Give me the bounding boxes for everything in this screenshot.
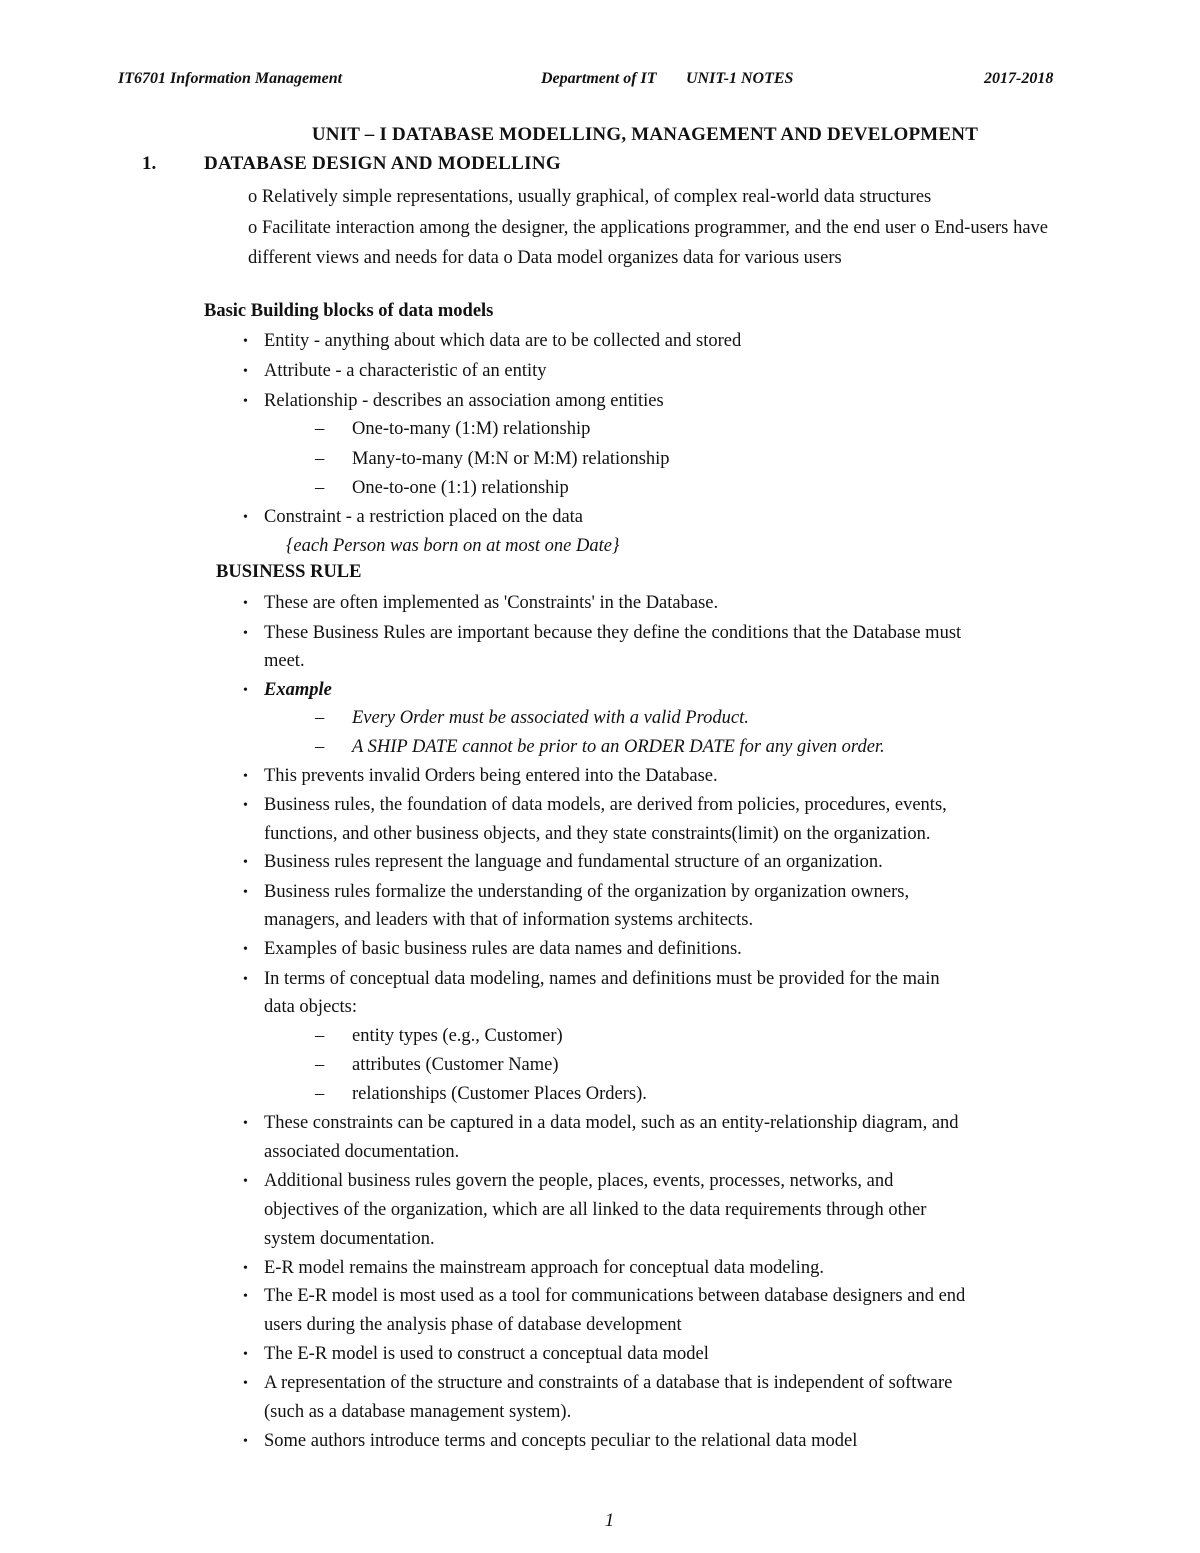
list-item-text: Business rules represent the language and fundamental structure of an organization. <box>264 852 883 872</box>
dash-icon: – <box>315 478 325 498</box>
intro-line: o Facilitate interaction among the designer, the applications programmer, and the end user o End-users have different views and needs for data o Data model organizes data for various users <box>248 217 1048 268</box>
list-item-text: Entity - anything about which data are to be collected and stored <box>264 331 742 351</box>
constraint-example: {each Person was born on at most one Date} <box>286 536 620 556</box>
list-item-continuation: meet. <box>264 651 305 671</box>
list-item-text: Constraint - a restriction placed on the data <box>264 507 584 527</box>
list-item-text: A representation of the structure and constraints of a database that is independent of software <box>264 1373 953 1393</box>
example-label: Example <box>264 680 332 700</box>
list-item <box>243 965 1089 994</box>
list-item-text: These are often implemented as 'Constraints' in the Database. <box>264 593 719 613</box>
bullet-icon: • <box>243 769 248 784</box>
list-item <box>243 1167 1089 1196</box>
list-item <box>243 1340 1089 1369</box>
list-item-text: This prevents invalid Orders being entered into the Database. <box>264 766 718 786</box>
sub-list-item: entity types (e.g., Customer) <box>352 1026 563 1046</box>
list-item <box>243 1427 1089 1456</box>
intro-line: o Relatively simple representations, usually graphical, of complex real-world data structures <box>248 187 932 207</box>
intro-paragraph <box>248 182 1048 274</box>
bullet-icon: • <box>243 885 248 900</box>
dash-icon: – <box>315 1055 325 1075</box>
list-item-text: In terms of conceptual data modeling, names and definitions must be provided for the main <box>264 969 940 989</box>
bullet-icon: • <box>243 798 248 813</box>
list-item-continuation: (such as a database management system). <box>264 1402 572 1422</box>
header-course: IT6701 Information Management <box>118 70 343 87</box>
sub-list-item: attributes (Customer Name) <box>352 1055 559 1075</box>
list-item-continuation: managers, and leaders with that of information systems architects. <box>264 910 754 930</box>
bullet-icon: • <box>243 855 248 870</box>
list-item-continuation: functions, and other business objects, and they state constraints(limit) on the organization. <box>264 824 931 844</box>
list-item-continuation: objectives of the organization, which are all linked to the data requirements through other <box>264 1200 927 1220</box>
bullet-icon: • <box>243 683 248 698</box>
list-item-text: The E-R model is used to construct a conceptual data model <box>264 1344 709 1364</box>
list-item <box>243 878 1089 907</box>
list-item <box>243 935 1089 964</box>
list-item-text: These Business Rules are important because they define the conditions that the Database must <box>264 623 962 643</box>
list-item-text: Some authors introduce terms and concepts peculiar to the relational data model <box>264 1431 858 1451</box>
header-unit: UNIT-1 NOTES <box>686 70 794 87</box>
sub-list-item: One-to-many (1:M) relationship <box>352 419 591 439</box>
page-title: UNIT – I DATABASE MODELLING, MANAGEMENT AND DEVELOPMENT <box>311 124 979 145</box>
section-number: 1. <box>142 153 157 174</box>
list-item-continuation: associated documentation. <box>264 1142 460 1162</box>
bullet-icon: • <box>243 1434 248 1449</box>
bullet-icon: • <box>243 334 248 349</box>
list-item <box>243 848 1089 877</box>
dash-icon: – <box>315 1026 325 1046</box>
dash-icon: – <box>315 737 325 757</box>
bullet-icon: • <box>243 394 248 409</box>
list-item-text: These constraints can be captured in a data model, such as an entity-relationship diagram, and <box>264 1113 959 1133</box>
example-item: Every Order must be associated with a valid Product. <box>352 708 749 728</box>
bullet-icon: • <box>243 1347 248 1362</box>
bullet-icon: • <box>243 626 248 641</box>
dash-icon: – <box>315 1084 325 1104</box>
list-item <box>243 357 1089 386</box>
list-item <box>243 1254 1089 1283</box>
list-item <box>243 791 1089 820</box>
business-rule-heading: BUSINESS RULE <box>216 562 362 582</box>
header-department: Department of IT <box>541 70 657 87</box>
bullet-icon: • <box>243 1289 248 1304</box>
page-number: 1 <box>604 1510 615 1531</box>
list-item-continuation: system documentation. <box>264 1229 435 1249</box>
dash-icon: – <box>315 449 325 469</box>
example-item: A SHIP DATE cannot be prior to an ORDER DATE for any given order. <box>352 737 885 757</box>
section-title: DATABASE DESIGN AND MODELLING <box>204 153 561 174</box>
bullet-icon: • <box>243 596 248 611</box>
building-blocks-heading: Basic Building blocks of data models <box>204 301 494 321</box>
list-item-text: The E-R model is most used as a tool for communications between database designers and end <box>264 1286 966 1306</box>
list-item <box>243 387 1089 416</box>
list-item-text: Business rules, the foundation of data models, are derived from policies, procedures, events, <box>264 795 947 815</box>
sub-list-item: Many-to-many (M:N or M:M) relationship <box>352 449 670 469</box>
bullet-icon: • <box>243 364 248 379</box>
list-item-text: Additional business rules govern the people, places, events, processes, networks, and <box>264 1171 894 1191</box>
bullet-icon: • <box>243 1116 248 1131</box>
list-item <box>243 1282 1089 1311</box>
bullet-icon: • <box>243 510 248 525</box>
bullet-icon: • <box>243 1261 248 1276</box>
list-item-text: Relationship - describes an association among entities <box>264 391 664 411</box>
list-item <box>243 503 1089 532</box>
list-item-text: E-R model remains the mainstream approach for conceptual data modeling. <box>264 1258 824 1278</box>
list-item <box>243 327 1089 356</box>
bullet-icon: • <box>243 1174 248 1189</box>
bullet-icon: • <box>243 942 248 957</box>
list-item <box>243 589 1089 618</box>
dash-icon: – <box>315 708 325 728</box>
sub-list-item: relationships (Customer Places Orders). <box>352 1084 647 1104</box>
list-item-text: Business rules formalize the understanding of the organization by organization owners, <box>264 882 910 902</box>
list-item-text: Attribute - a characteristic of an entity <box>264 361 547 381</box>
list-item <box>243 762 1089 791</box>
sub-list-item: One-to-one (1:1) relationship <box>352 478 569 498</box>
bullet-icon: • <box>243 1376 248 1391</box>
header-year: 2017-2018 <box>984 70 1054 87</box>
list-item <box>243 1109 1089 1138</box>
bullet-icon: • <box>243 972 248 987</box>
list-item <box>243 619 1089 648</box>
list-item-continuation: users during the analysis phase of database development <box>264 1315 682 1335</box>
list-item-text: Examples of basic business rules are data names and definitions. <box>264 939 742 959</box>
list-item <box>243 1369 1089 1398</box>
list-item <box>243 676 1089 705</box>
dash-icon: – <box>315 419 325 439</box>
list-item-continuation: data objects: <box>264 997 357 1017</box>
